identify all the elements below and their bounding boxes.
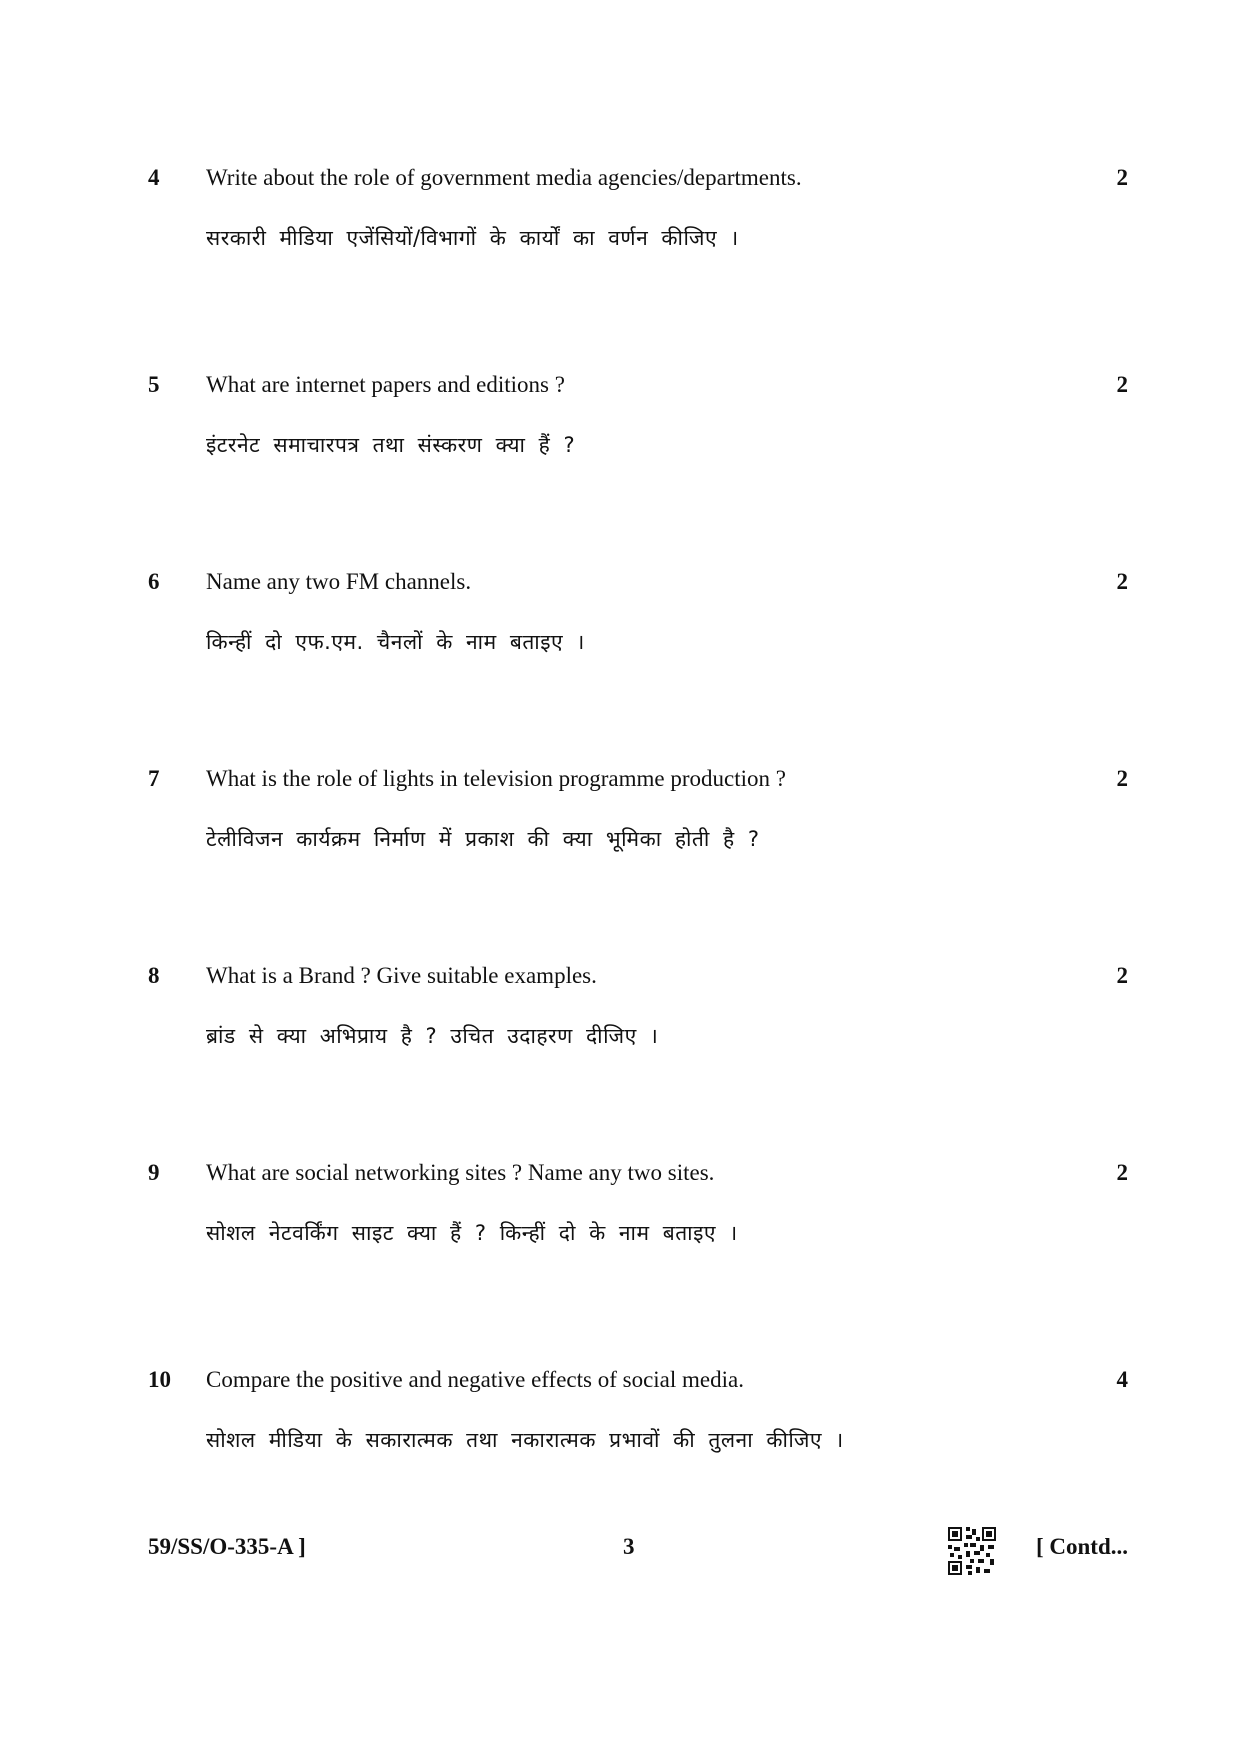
question-text-english: What are social networking sites ? Name any two sites. <box>206 1160 715 1185</box>
question-text-hindi: टेलीविजन कार्यक्रम निर्माण में प्रकाश की क्या भूमिका होती है ? <box>206 827 760 851</box>
question-number: 4 <box>148 165 160 190</box>
question-number: 10 <box>148 1367 171 1392</box>
qr-code-icon <box>948 1527 996 1575</box>
question-text-hindi: सोशल नेटवर्किंग साइट क्या हैं ? किन्हीं दो के नाम बताइए । <box>206 1221 738 1245</box>
question-marks: 2 <box>1116 165 1128 190</box>
question-text-hindi: किन्हीं दो एफ.एम. चैनलों के नाम बताइए । <box>206 630 585 654</box>
question-text-english: What is the role of lights in television programme production ? <box>206 766 786 791</box>
question-marks: 2 <box>1116 1160 1128 1185</box>
question-marks: 2 <box>1116 569 1128 594</box>
question-number: 9 <box>148 1160 160 1185</box>
question-number: 6 <box>148 569 160 594</box>
question-number: 7 <box>148 766 160 791</box>
question-text-english: What are internet papers and editions ? <box>206 372 565 397</box>
question-text-english: Write about the role of government media agencies/departments. <box>206 165 802 190</box>
question-text-hindi: सोशल मीडिया के सकारात्मक तथा नकारात्मक प्रभावों की तुलना कीजिए । <box>206 1428 844 1452</box>
question-number: 5 <box>148 372 160 397</box>
question-marks: 2 <box>1116 372 1128 397</box>
continued-label: [ Contd... <box>1035 1534 1128 1559</box>
question-10 <box>148 1360 1128 1452</box>
question-6 <box>148 562 1128 654</box>
question-text-english: What is a Brand ? Give suitable examples. <box>206 963 597 988</box>
question-text-english: Name any two FM channels. <box>206 569 472 594</box>
question-marks: 2 <box>1116 766 1128 791</box>
question-9 <box>148 1153 1128 1245</box>
question-text-hindi: ब्रांड से क्या अभिप्राय है ? उचित उदाहरण दीजिए । <box>206 1024 659 1048</box>
question-text-hindi: इंटरनेट समाचारपत्र तथा संस्करण क्या हैं ? <box>206 433 576 457</box>
question-4 <box>148 158 1128 250</box>
question-text-english: Compare the positive and negative effects of social media. <box>206 1367 744 1392</box>
question-marks: 4 <box>1116 1367 1128 1392</box>
question-8 <box>148 956 1128 1048</box>
question-number: 8 <box>148 963 160 988</box>
paper-code: 59/SS/O-335-A ] <box>148 1534 306 1559</box>
question-7 <box>148 759 1128 851</box>
page-footer <box>148 1525 1128 1569</box>
page-number: 3 <box>623 1534 635 1559</box>
question-text-hindi: सरकारी मीडिया एजेंसियों/विभागों के कार्यों का वर्णन कीजिए । <box>206 226 739 250</box>
question-5 <box>148 365 1128 457</box>
question-marks: 2 <box>1116 963 1128 988</box>
